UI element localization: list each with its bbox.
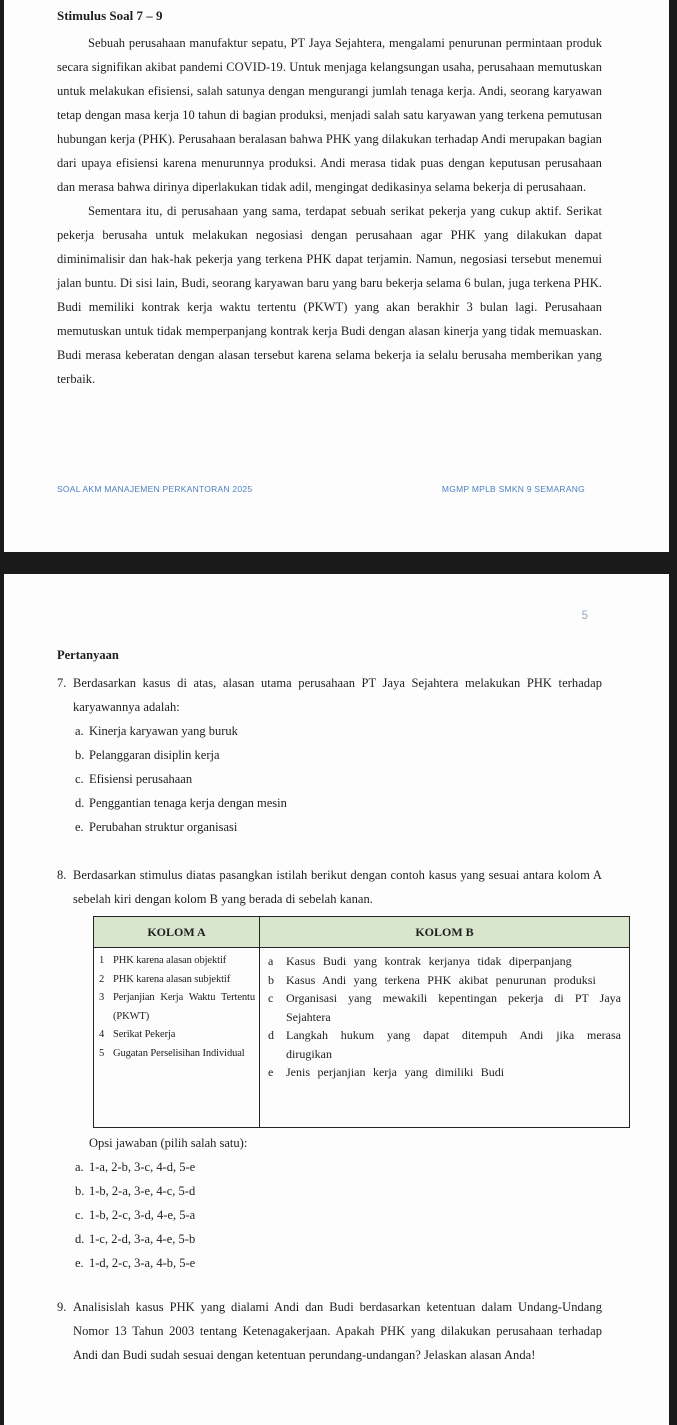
footer-right-text: MGMP MPLB SMKN 9 SEMARANG (441, 484, 585, 494)
kolom-a-item-3 (99, 989, 255, 1026)
question-8-options (75, 1155, 602, 1275)
q7-option-c-letter: c. (75, 772, 84, 786)
q7-option-b-letter: b. (75, 748, 85, 762)
q8-option-d-letter: d. (75, 1232, 85, 1246)
question-9-text: Analisislah kasus PHK yang dialami Andi dan Budi berdasarkan ketentuan dalam Undang-Undang Nomor 13 Tahun 2003 tentang Ketenagakerjaan. Apakah PHK yang dilakukan perusahaan terhadap Andi dan Budi sudah sesuai dengan ketentuan perundang-undangan? Jelaskan alasan Anda! (73, 1300, 602, 1362)
question-7 (57, 671, 602, 839)
questions-section (4, 574, 669, 1367)
question-9-body (73, 1295, 602, 1367)
kolom-a-item-2-no: 2 (99, 973, 105, 985)
kolom-a-item-5-text: Gugatan Perselisihan Individual (113, 1047, 245, 1059)
q8-option-a-letter: a. (75, 1160, 84, 1174)
q8-option-b-letter: b. (75, 1184, 85, 1198)
q7-option-a-text: Kinerja karyawan yang buruk (89, 724, 238, 738)
question-9 (57, 1295, 602, 1367)
q7-option-e (75, 815, 602, 839)
kolom-a-item-5-no: 5 (99, 1047, 105, 1059)
kolom-b-item-e-no: e (268, 1065, 274, 1079)
kolom-b-item-b-text: Kasus Andi yang terkena PHK akibat penurunan produksi (286, 972, 596, 987)
kolom-a-item-2 (99, 971, 255, 990)
opsi-jawaban-label: Opsi jawaban (pilih salah satu): (89, 1136, 248, 1150)
matching-table-head (94, 917, 630, 948)
stimulus-title: Stimulus Soal 7 – 9 (57, 8, 163, 23)
stimulus-paragraph-1: Sebuah perusahaan manufaktur sepatu, PT Jaya Sejahtera, mengalami penurunan permintaan produk secara signifikan akibat pandemi COVID-19. Untuk menjaga kelangsungan usaha, perusahaan memutuskan untuk melakukan efisiensi, salah satunya dengan mengurangi jumlah tenaga kerja. Andi, seorang karyawan tetap dengan masa kerja 10 tahun di bagian produksi, menjadi salah satu karyawan yang terkena pemutusan hubungan kerja (PHK). Perusahaan beralasan bahwa PHK yang dilakukan terhadap Andi merupakan bagian dari upaya efisiensi karena menurunnya produksi. Andi merasa tidak puas dengan keputusan perusahaan dan merasa bahwa dirinya diperlakukan tidak adil, mengingat dedikasinya selama bekerja di perusahaan. (57, 36, 602, 194)
q8-option-a (75, 1155, 602, 1179)
q7-option-c (75, 767, 602, 791)
q8-option-e (75, 1251, 602, 1275)
q7-option-d (75, 791, 602, 815)
document-page-2 (4, 574, 669, 1425)
kolom-a-header: KOLOM A (94, 917, 260, 948)
kolom-b-header: KOLOM B (260, 917, 630, 948)
kolom-b-item-a-no: a (268, 954, 274, 968)
kolom-b-item-b-no: b (268, 972, 274, 987)
q7-option-b (75, 743, 602, 767)
kolom-a-item-2-text: PHK karena alasan subjektif (113, 973, 231, 985)
kolom-a-item-1-text: PHK karena alasan objektif (113, 955, 227, 966)
matching-table-header-row (94, 917, 630, 948)
kolom-b-item-c (268, 989, 621, 1026)
q7-option-b-text: Pelanggaran disiplin kerja (89, 748, 220, 762)
stimulus-section (4, 0, 669, 391)
q8-option-c-letter: c. (75, 1208, 84, 1222)
matching-table (93, 916, 630, 1128)
kolom-b-item-d (268, 1026, 621, 1063)
footer-left-text: SOAL AKM MANAJEMEN PERKANTORAN 2025 (57, 484, 253, 494)
page-footer (57, 484, 585, 494)
kolom-a-item-4 (99, 1026, 255, 1045)
kolom-b-item-a-text: Kasus Budi yang kontrak kerjanya tidak diperpanjang (286, 954, 572, 968)
q7-option-d-letter: d. (75, 796, 85, 810)
q8-option-a-text: 1-a, 2-b, 3-c, 4-d, 5-e (89, 1160, 196, 1174)
q8-option-b-text: 1-b, 2-a, 3-e, 4-c, 5-d (89, 1184, 196, 1198)
kolom-a-item-1-no: 1 (99, 955, 105, 966)
kolom-b-item-c-text: Organisasi yang mewakili kepentingan pekerja di PT Jaya Sejahtera (286, 991, 621, 1024)
q8-option-c (75, 1203, 602, 1227)
q7-option-d-text: Penggantian tenaga kerja dengan mesin (89, 796, 287, 810)
q8-option-d-text: 1-c, 2-d, 3-a, 4-e, 5-b (89, 1232, 196, 1246)
kolom-b-item-d-no: d (268, 1028, 274, 1042)
question-8-text: Berdasarkan stimulus diatas pasangkan istilah berikut dengan contoh kasus yang sesuai antara kolom A sebelah kiri dengan kolom B yang berada di sebelah kanan. (73, 868, 602, 906)
matching-table-body (94, 948, 630, 1128)
question-8-body (73, 863, 621, 1275)
q7-option-e-text: Perubahan struktur organisasi (89, 820, 238, 834)
q8-option-e-letter: e. (75, 1256, 84, 1270)
kolom-b-item-b (268, 971, 621, 990)
page-number: 5 (581, 610, 588, 622)
q8-option-b (75, 1179, 602, 1203)
question-9-number: 9. (57, 1300, 67, 1314)
q7-option-a (75, 719, 602, 743)
kolom-a-item-4-no: 4 (99, 1029, 105, 1040)
question-8-number: 8. (57, 868, 67, 882)
q8-option-c-text: 1-b, 2-c, 3-d, 4-e, 5-a (89, 1208, 196, 1222)
kolom-a-item-5 (99, 1045, 255, 1064)
kolom-b-item-d-text: Langkah hukum yang dapat ditempuh Andi jika merasa dirugikan (286, 1028, 621, 1061)
q7-option-a-letter: a. (75, 724, 84, 738)
document-page-1 (4, 0, 669, 552)
kolom-a-item-1 (99, 952, 255, 971)
question-7-text: Berdasarkan kasus di atas, alasan utama perusahaan PT Jaya Sejahtera melakukan PHK terhadap karyawannya adalah: (73, 676, 602, 714)
pertanyaan-heading: Pertanyaan (57, 648, 119, 662)
page-gap (0, 552, 677, 574)
kolom-b-item-e-text: Jenis perjanjian kerja yang dimiliki Budi (286, 1065, 505, 1079)
kolom-a-cell (94, 948, 260, 1128)
kolom-a-item-4-text: Serikat Pekerja (113, 1029, 176, 1040)
question-7-number: 7. (57, 676, 67, 690)
kolom-a-item-3-text: Perjanjian Kerja Waktu Tertentu (PKWT) (113, 992, 255, 1022)
kolom-b-item-e (268, 1063, 621, 1082)
question-7-options (75, 719, 602, 839)
q8-option-d (75, 1227, 602, 1251)
kolom-b-item-c-no: c (268, 991, 274, 1005)
question-8 (57, 863, 621, 1275)
kolom-b-cell (260, 948, 630, 1128)
q7-option-c-text: Efisiensi perusahaan (89, 772, 193, 786)
matching-table-body-row (94, 948, 630, 1128)
kolom-b-item-a (268, 952, 621, 971)
kolom-a-item-3-no: 3 (99, 992, 105, 1003)
q8-option-e-text: 1-d, 2-c, 3-a, 4-b, 5-e (89, 1256, 196, 1270)
stimulus-paragraph-2: Sementara itu, di perusahaan yang sama, terdapat sebuah serikat pekerja yang cukup aktif. Serikat pekerja berusaha untuk melakukan negosiasi dengan perusahaan agar PHK yang dilakukan dapat diminimalisir dan hak-hak pekerja yang terkena PHK dapat terjamin. Namun, negosiasi tersebut menemui jalan buntu. Di sisi lain, Budi, seorang karyawan baru yang baru bekerja selama 6 bulan, juga terkena PHK. Budi memiliki kontrak kerja waktu tertentu (PKWT) yang akan berakhir 3 bulan lagi. Perusahaan memutuskan untuk tidak memperpanjang kontrak kerja Budi dengan alasan kinerja yang tidak memuaskan. Budi merasa keberatan dengan alasan tersebut karena selama bekerja ia selalu berusaha memberikan yang terbaik. (57, 204, 602, 386)
question-7-body (73, 671, 602, 839)
q7-option-e-letter: e. (75, 820, 84, 834)
